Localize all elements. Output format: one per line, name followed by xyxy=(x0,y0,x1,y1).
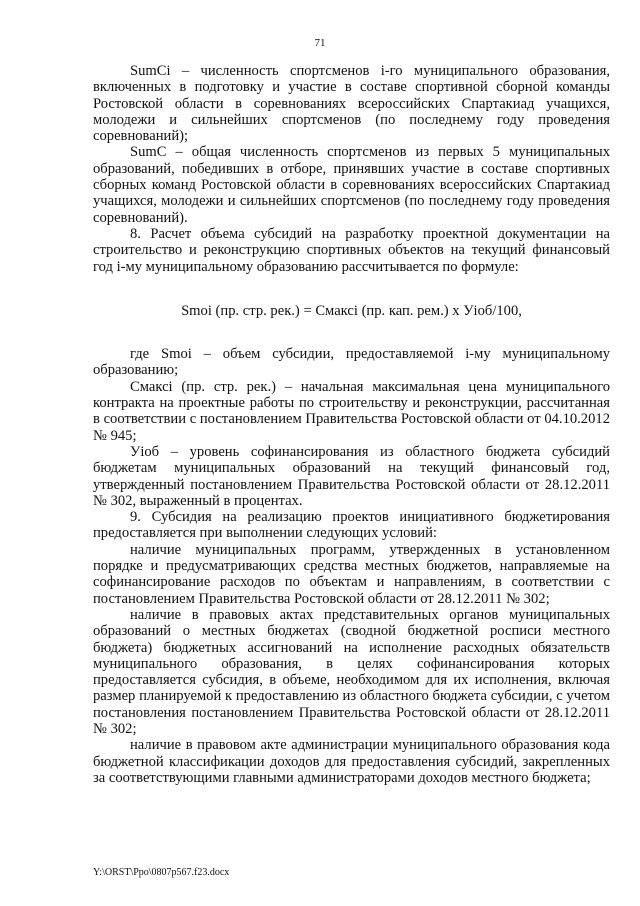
paragraph-condition-budget-acts: наличие в правовых актах представительных органов муниципальных образований о местных бюджетах (сводной бюджетной росписи местного бюджета) бюджетных ассигнований на исполнение расходных обязательств муниципального образования, в целях софинансирования которых предоставляется субсидия, в объеме, необходимом для их исполнения, включая размер планируемой к предоставлению из областного бюджета субсидии, с учетом постановления постановлением Правительства Ростовской области от 28.12.2011 № 302; xyxy=(93,606,610,737)
document-body xyxy=(93,63,610,786)
paragraph-smaksi-definition: Смаксi (пр. стр. рек.) – начальная максимальная цена муниципального контракта на проектные работы по строительству и реконструкции, рассчитанная в соответствии с постановлением Правительства Ростовской области от 04.10.2012 № 945; xyxy=(93,378,610,444)
paragraph-sumc: SumC – общая численность спортсменов из первых 5 муниципальных образований, победивших в отборе, принявших участие в составе спортивных сборных команд Ростовской области в соревнованиях всероссийских Спартакиад учащихся, молодежи и сильнейших спортсменов (по последнему году проведения соревнований). xyxy=(93,144,610,226)
formula: Smoi (пр. стр. рек.) = Смаксi (пр. кап. рем.) х Уioб/100, xyxy=(181,302,522,319)
file-path-footer: Y:\ORST\Ppo\0807p567.f23.docx xyxy=(93,867,230,878)
page-number: 71 xyxy=(314,37,326,49)
paragraph-condition-programs: наличие муниципальных программ, утвержденных в установленном порядке и предусматривающих средства местных бюджетов, направляемые на софинансирование расходов по объектам и направлениям, в соответствии с постановлением Правительства Ростовской области от 28.12.2011 № 302; xyxy=(93,541,610,607)
paragraph-item-8: 8. Расчет объема субсидий на разработку проектной документации на строительство и реконструкцию спортивных объектов на текущий финансовый год i-му муниципальному образованию рассчитывается по формуле: xyxy=(93,225,610,275)
paragraph-item-9: 9. Субсидия на реализацию проектов инициативного бюджетирования предоставляется при выполнении следующих условий: xyxy=(93,509,610,542)
paragraph-smoi-definition: где Smoi – объем субсидии, предоставляемой i-му муниципальному образованию; xyxy=(93,346,610,379)
paragraph-uiob-definition: Уioб – уровень софинансирования из областного бюджета субсидий бюджетам муниципальных образований на текущий финансовый год, утвержденный постановлением Правительства Ростовской области от 28.12.2011 № 302, выраженный в процентах. xyxy=(93,443,610,509)
paragraph-condition-classification-code: наличие в правовом акте администрации муниципального образования кода бюджетной классификации доходов для предоставления субсидий, закрепленных за соответствующими главными администраторами доходов местного бюджета; xyxy=(93,737,610,786)
paragraph-sumci: SumCi – численность спортсменов i-го муниципального образования, включенных в подготовку и участие в составе спортивной сборной команды Ростовской области в соревнованиях всероссийских Спартакиад учащихся, молодежи и сильнейших спортсменов (по последнему году проведения соревнований); xyxy=(93,63,610,145)
